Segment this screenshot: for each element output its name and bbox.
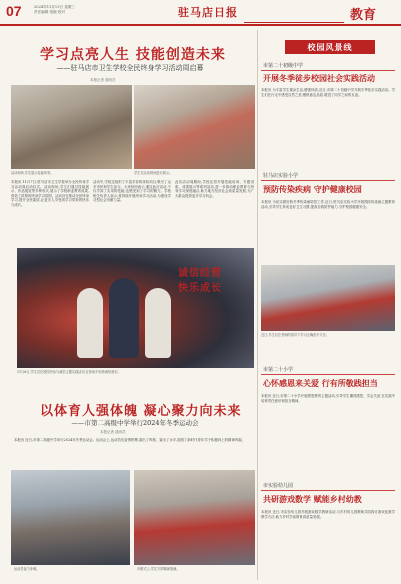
page-header	[0, 0, 401, 26]
article1-caption2: 学生在活动现场进行展示。	[134, 171, 173, 175]
right-title1: 开展冬季徒步校园社会实践活动	[263, 73, 375, 83]
article2-caption2: 开幕式上,学生方阵精神饱满。	[137, 567, 180, 571]
article1-caption1: 活动现场,学生展示技能风采。	[11, 171, 54, 175]
right-body4: 本报讯 近日,市实验幼儿园开展游戏数学教研活动,与乡村幼儿园教师共同探讨游戏化数学教学方法,助力乡村学前教育高质量发展。	[261, 510, 395, 519]
right-school1: 市第二十初级中学	[263, 63, 304, 69]
page-number: 07	[6, 3, 22, 19]
right-body2: 本报讯 为切实做好秋冬季传染病防控工作,近日,驻马店实验小学开展预防传染病主题教育活动,引导学生养成良好卫生习惯,提高自我防护能力,守护校园健康安全。	[261, 200, 395, 209]
article1-photo2	[134, 85, 255, 169]
overlay-line1: 诚信经营	[178, 268, 222, 279]
overlay-line2: 快乐成长	[178, 283, 222, 294]
column-divider	[257, 30, 258, 580]
issue-info	[34, 5, 104, 15]
article1-col1: 本报讯 11月7日,驻马店市卫生学校举办全民终身学习活动周启动仪式。活动现场,学生们通过技能展示、作品展览等多种形式,展示了学校职业教育成果,营造了浓厚的终身学习氛围。活动旨在推动全民终身学习,提升全民素质,让更多人享受到学习带来的快乐与成长。	[11, 180, 89, 207]
article1-byline: 本报记者 通讯员	[90, 78, 116, 82]
article1-title: 学习点亮人生 技能创造未来	[40, 47, 226, 63]
issue-editors: 责任编辑 组版 校对	[34, 10, 66, 14]
article2-body: 本报讯 近日,市第二高级中学举行2024年冬季运动会。运动会上,运动员们奋勇拼搏,赛出了风格、赛出了水平,展现了新时代青年学子积极向上的精神风貌。	[14, 438, 246, 442]
right-photo	[261, 265, 395, 331]
article1-photo1	[11, 85, 132, 169]
article1-col2: 活动中,学校还组织了丰富多彩的体验项目,吸引了众多市民和学生参与。大家纷纷表示,通过此次活动,不仅学到了实用的技能,也感受到了学习的魅力。学校相关负责人表示,将持续开展终身学习活动,为建设学习型社会贡献力量。	[93, 180, 171, 203]
article2-caption1: 运动员奋力冲刺。	[14, 567, 40, 571]
article2-photo1	[11, 470, 130, 565]
right-photo-caption: 近日,学生们在老师的指导下学习正确洗手方法。	[261, 333, 329, 337]
divider	[261, 374, 395, 375]
right-school3: 市第二十小学	[263, 367, 294, 373]
divider	[261, 180, 395, 181]
right-title2: 预防传染疾病 守护健康校园	[263, 184, 362, 194]
photo-figure	[145, 288, 171, 358]
article2-subtitle: ——市第二高级中学举行2024年冬季运动会	[71, 419, 199, 427]
article2-photo2	[134, 470, 255, 565]
right-body1: 本报讯 为丰富学生课余生活,增强体质,近日,市第二十初级中学开展冬季徒步实践活动。学生们在行走中感受自然之美,锻炼意志品质,增进了同学之间的友谊。	[261, 88, 395, 97]
issue-date: 2024年11月13日 星期三	[34, 5, 75, 9]
right-school4: 市实验幼儿园	[263, 483, 294, 489]
header-rule	[244, 22, 344, 23]
photo-figure	[109, 278, 139, 358]
right-school2: 驻马店实验小学	[263, 173, 299, 179]
right-title4: 共研游戏数学 赋能乡村幼教	[263, 494, 362, 504]
photo3-caption: 11月6日,学生们在校园内参与诚信主题实践活动,在体验中培养诚信意识。	[17, 370, 121, 374]
article2-title: 以体育人强体魄 凝心聚力向未来	[40, 404, 242, 419]
photo-overlay-text	[178, 266, 222, 296]
masthead: 驻马店日报	[178, 6, 238, 19]
photo-figure	[77, 288, 103, 358]
article1-col3: 此次活动周期间,学校还将开展技能培训、专题讲座、成果展示等系列活动,进一步推动职业教育与终身学习深度融合,助力地方经济社会高质量发展,为广大群众提供更多学习机会。	[175, 180, 254, 198]
section-name: 教育	[350, 8, 377, 23]
article2-byline: 本报记者 通讯员	[100, 430, 126, 434]
right-banner: 校园风景线	[285, 40, 375, 54]
right-title3: 心怀感恩来关爱 行有所敬践担当	[263, 378, 378, 388]
divider	[261, 70, 395, 71]
divider	[261, 490, 395, 491]
article1-subtitle: ——驻马店市卫生学校全民终身学习活动周启幕	[56, 64, 204, 72]
right-body3: 本报讯 近日,市第二十小学开展感恩教育主题活动,引导学生懂得感恩、学会关爱,在实践中培养责任意识和担当精神。	[261, 394, 395, 403]
